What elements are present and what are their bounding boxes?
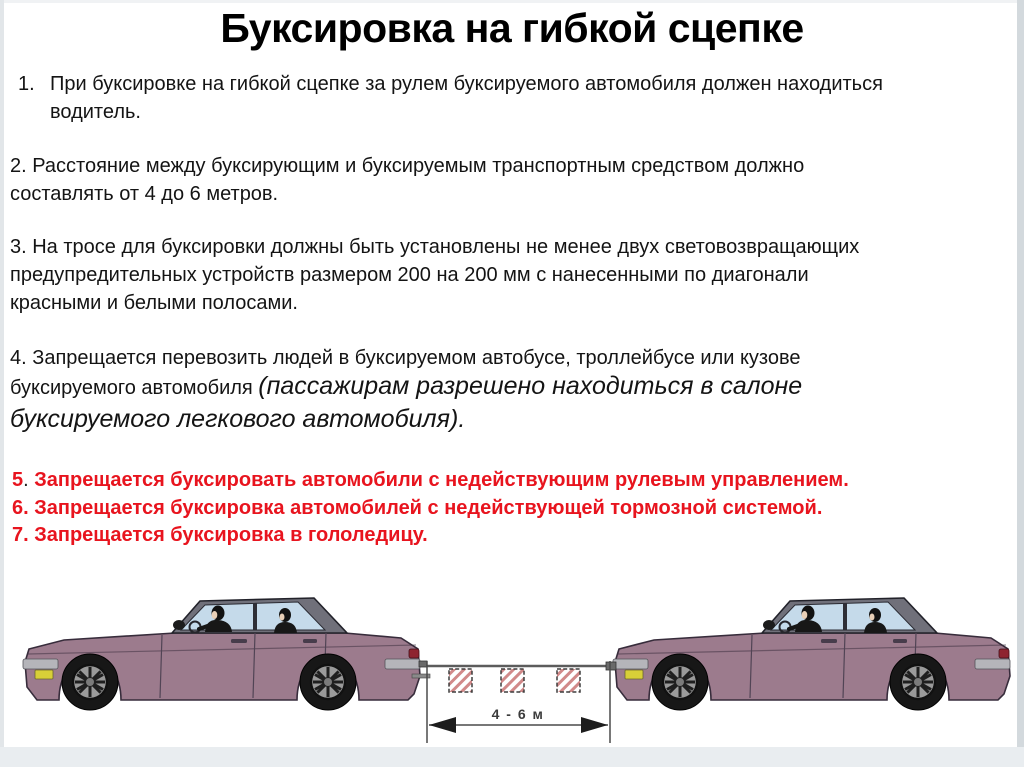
rule-1-text xyxy=(50,70,883,126)
slide-edge-left xyxy=(0,0,4,767)
slide-edge-right xyxy=(1017,0,1024,767)
rule-5-text: Запрещается буксировать автомобили с недействующим рулевым управлением. xyxy=(28,469,849,491)
prohibition-rules xyxy=(12,467,849,550)
slide-title: Буксировка на гибкой сцепке xyxy=(220,5,804,51)
warning-flag xyxy=(449,669,472,692)
rule-line: При буксировке на гибкой сцепке за рулем буксируемого автомобиля должен находиться xyxy=(50,73,883,95)
rule-item-3 xyxy=(10,233,859,317)
rule-line: составлять от 4 до 6 метров. xyxy=(10,183,279,205)
slide-edge-top xyxy=(0,0,1024,3)
warning-flags xyxy=(449,669,580,692)
rule-line: водитель. xyxy=(50,101,141,123)
arrow-right-icon xyxy=(581,717,608,733)
arrow-left-icon xyxy=(429,717,456,733)
rule-item-2 xyxy=(10,152,804,208)
warning-flag xyxy=(557,669,580,692)
rule-line: красными и белыми полосами. xyxy=(10,292,298,314)
rule-line: предупредительных устройств размером 200 на 200 мм с нанесенными по диагонали xyxy=(10,264,809,286)
rule-item-7: 7. Запрещается буксировка в гололедицу. xyxy=(12,524,428,546)
towing-diagram xyxy=(0,577,1024,747)
rule-line: 3. На тросе для буксировки должны быть установлены не менее двух световозвращающих xyxy=(10,236,860,258)
rule-item-1 xyxy=(18,70,883,126)
distance-label: 4 - 6 м xyxy=(491,706,545,722)
towed-car xyxy=(613,598,1010,710)
rule-5-dot: . xyxy=(23,469,29,491)
rule-item-4 xyxy=(10,344,802,436)
rule-line: буксируемого легкового автомобиля). xyxy=(10,405,466,433)
rule-1-marker: 1. xyxy=(18,73,35,95)
rule-line: 2. Расстояние между буксирующим и буксируемым транспортным средством должно xyxy=(10,155,805,177)
rule-line: 4. Запрещается перевозить людей в буксируемом автобусе, троллейбусе или кузове xyxy=(10,347,801,369)
slide-edge-bottom xyxy=(0,747,1024,767)
rule-4-italic-part: (пассажирам разрешено находиться в салоне xyxy=(258,372,803,400)
rule-5-number: 5 xyxy=(12,469,24,491)
rule-line xyxy=(10,372,802,402)
rule-4-normal-part: буксируемого автомобиля xyxy=(10,377,259,399)
towing-car xyxy=(23,598,420,710)
rule-item-5 xyxy=(12,467,849,495)
warning-flag xyxy=(501,669,524,692)
rule-item-6: 6. Запрещается буксировка автомобилей с недействующей тормозной системой. xyxy=(12,496,823,519)
